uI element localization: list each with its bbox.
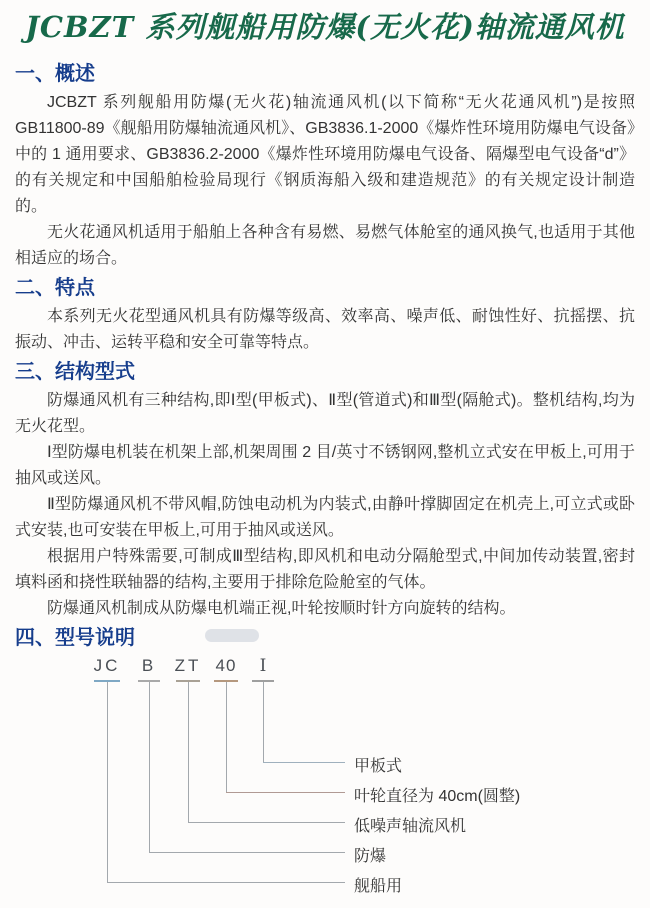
structure-paragraph-4: 根据用户特殊需要,可制成Ⅲ型结构,即风机和电动分隔舱型式,中间加传动装置,密封填料函和挠性联轴器的结构,主要用于排除危险舱室的气体。	[15, 548, 635, 591]
section-structure	[15, 360, 635, 622]
section-features	[15, 276, 635, 356]
model-code-b: B	[141, 656, 157, 675]
structure-paragraph-2: Ⅰ型防爆电机装在机架上部,机架周围 2 目/英寸不锈钢网,整机立式安在甲板上,可用于抽风或送风。	[15, 444, 635, 487]
scan-smudge-artifact	[205, 629, 259, 642]
leader-line-vertical-40	[226, 682, 227, 792]
leader-line-vertical-jc	[107, 682, 108, 882]
leader-line-horizontal-b	[149, 852, 345, 853]
section-heading-model	[15, 626, 635, 650]
model-code-jc: JC	[93, 656, 121, 675]
model-code-diagram	[15, 656, 635, 908]
code-label-ship-use: 舰船用	[354, 878, 403, 895]
leader-line-horizontal-zt	[188, 822, 345, 823]
section-heading-features: 二、特点	[15, 277, 95, 299]
model-code-40: 40	[215, 656, 237, 675]
section-heading-model-text: 四、型号说明	[15, 627, 135, 649]
leader-line-horizontal-jc	[107, 882, 345, 883]
page-title: JCBZT 系列舰船用防爆(无火花)轴流通风机	[25, 10, 625, 44]
section-heading-overview: 一、概述	[15, 63, 95, 85]
code-label-low-noise-axial: 低噪声轴流风机	[354, 818, 467, 835]
model-code-i: I	[259, 656, 267, 676]
overview-paragraph-1: JCBZT 系列舰船用防爆(无火花)轴流通风机(以下简称“无火花通风机”)是按照 GB11800-89《舰船用防爆轴流通风机》、GB3836.1-2000《爆炸性环境用防爆电气设备》中的 1 通用要求、GB3836.2-2000《爆炸性环境用防爆电气设备、隔爆型电气设备“d”》的有关规定和中国船舶检验局现行《钢质海船入级和建造规范》的有关规定设计制造的。	[15, 94, 635, 215]
section-model	[15, 626, 635, 908]
structure-paragraph-3: Ⅱ型防爆通风机不带风帽,防蚀电动机为内装式,由静叶撑脚固定在机壳上,可立式或卧式安装,也可安装在甲板上,可用于抽风或送风。	[15, 496, 635, 539]
leader-line-horizontal-40	[226, 792, 345, 793]
model-code-zt: ZT	[174, 656, 202, 675]
features-paragraph-1: 本系列无火花型通风机具有防爆等级高、效率高、噪声低、耐蚀性好、抗摇摆、抗振动、冲击、运转平稳和安全可靠等特点。	[15, 308, 635, 351]
structure-paragraph-5: 防爆通风机制成从防爆电机端正视,叶轮按顺时针方向旋转的结构。	[47, 600, 516, 617]
leader-line-vertical-b	[149, 682, 150, 852]
section-overview	[15, 62, 635, 272]
overview-paragraph-2: 无火花通风机适用于船舶上各种含有易燃、易燃气体舱室的通风换气,也适用于其他相适应的场合。	[15, 224, 635, 267]
code-label-impeller-diameter: 叶轮直径为 40cm(圆整)	[354, 788, 521, 805]
section-heading-structure: 三、结构型式	[15, 361, 135, 383]
leader-line-vertical-i	[263, 682, 264, 762]
leader-line-horizontal-i	[263, 762, 345, 763]
code-label-deck-type: 甲板式	[354, 758, 403, 775]
leader-line-vertical-zt	[188, 682, 189, 822]
structure-paragraph-1: 防爆通风机有三种结构,即Ⅰ型(甲板式)、Ⅱ型(管道式)和Ⅲ型(隔舱式)。整机结构,均为无火花型。	[15, 392, 635, 435]
code-label-explosion-proof: 防爆	[354, 848, 387, 865]
